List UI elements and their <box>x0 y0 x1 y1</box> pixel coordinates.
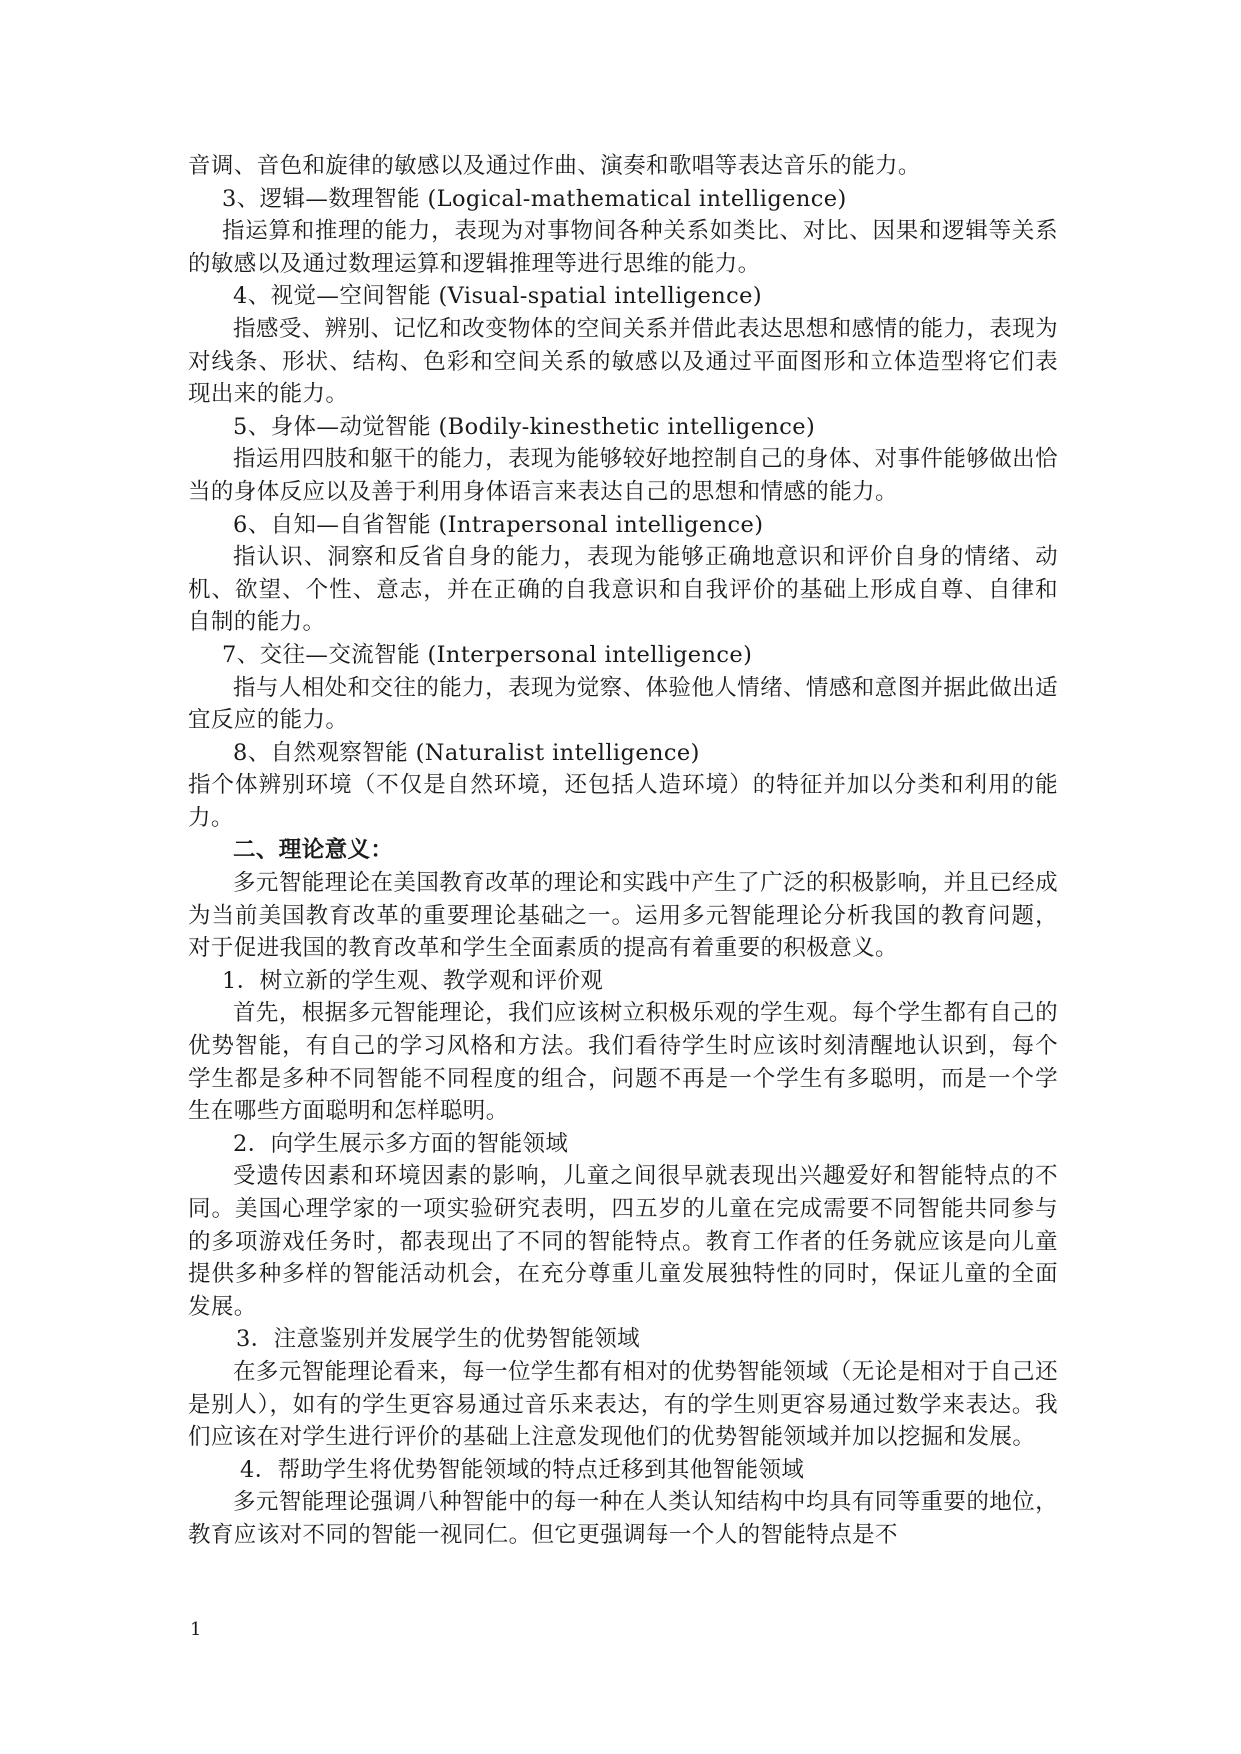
item-heading: 3、逻辑—数理智能 (Logical-mathematical intelligence) <box>222 185 847 212</box>
section-heading: 二、理论意义： <box>233 837 394 864</box>
item-heading: 5、身体—动觉智能 (Bodily-kinesthetic intelligence) <box>233 413 816 440</box>
body-paragraph: 指运用四肢和躯干的能力，表现为能够较好地控制自己的身体、对事件能够做出恰当的身体反应以及善于利用身体语言来表达自己的思想和情感的能力。 <box>188 446 1058 505</box>
item-heading: 7、交往—交流智能 (Interpersonal intelligence) <box>222 641 753 668</box>
body-paragraph: 多元智能理论在美国教育改革的理论和实践中产生了广泛的积极影响，并且已经成为当前美国教育改革的重要理论基础之一。运用多元智能理论分析我国的教育问题，对于促进我国的教育改革和学生全面素质的提高有着重要的积极意义。 <box>188 870 1058 962</box>
item-heading: 1．树立新的学生观、教学观和评价观 <box>222 967 604 994</box>
body-paragraph: 受遗传因素和环境因素的影响，儿童之间很早就表现出兴趣爱好和智能特点的不同。美国心理学家的一项实验研究表明，四五岁的儿童在完成需要不同智能共同参与的多项游戏任务时，都表现出了不同的智能特点。教育工作者的任务就应该是向儿童提供多种多样的智能活动机会，在充分尊重儿童发展独特性的同时，保证儿童的全面发展。 <box>188 1163 1058 1320</box>
item-heading: 6、自知—自省智能 (Intrapersonal intelligence) <box>233 511 764 538</box>
item-heading: 4、视觉—空间智能 (Visual-spatial intelligence) <box>233 283 763 310</box>
page-number: 1 <box>190 1619 202 1640</box>
item-heading: 3．注意鉴别并发展学生的优势智能领域 <box>236 1326 641 1353</box>
body-paragraph: 指与人相处和交往的能力，表现为觉察、体验他人情绪、情感和意图并据此做出适宜反应的能力。 <box>188 674 1058 734</box>
item-heading: 4．帮助学生将优势智能领域的特点迁移到其他智能领域 <box>240 1456 805 1483</box>
body-paragraph: 指个体辨别环境（不仅是自然环境，还包括人造环境）的特征并加以分类和利用的能力。 <box>188 772 1058 831</box>
body-paragraph: 指感受、辨别、记忆和改变物体的空间关系并借此表达思想和感情的能力，表现为对线条、形状、结构、色彩和空间关系的敏感以及通过平面图形和立体造型将它们表现出来的能力。 <box>188 315 1058 408</box>
body-paragraph: 多元智能理论强调八种智能中的每一种在人类认知结构中均具有同等重要的地位，教育应该对不同的智能一视同仁。但它更强调每一个人的智能特点是不 <box>188 1489 1058 1548</box>
item-heading: 8、自然观察智能 (Naturalist intelligence) <box>233 739 700 766</box>
page-body <box>188 150 1058 1552</box>
body-paragraph: 指认识、洞察和反省自身的能力，表现为能够正确地意识和评价自身的情绪、动机、欲望、个性、意志，并在正确的自我意识和自我评价的基础上形成自尊、自律和自制的能力。 <box>188 544 1058 636</box>
body-paragraph: 指运算和推理的能力，表现为对事物间各种关系如类比、对比、因果和逻辑等关系的敏感以及通过数理运算和逻辑推理等进行思维的能力。 <box>188 218 1058 277</box>
body-paragraph: 在多元智能理论看来，每一位学生都有相对的优势智能领域（无论是相对于自己还是别人），如有的学生更容易通过音乐来表达，有的学生则更容易通过数学来表达。我们应该在对学生进行评价的基础上注意发现他们的优势智能领域并加以挖掘和发展。 <box>188 1358 1058 1451</box>
body-paragraph: 首先，根据多元智能理论，我们应该树立积极乐观的学生观。每个学生都有自己的优势智能，有自己的学习风格和方法。我们看待学生时应该时刻清醒地认识到，每个学生都是多种不同智能不同程度的组合，问题不再是一个学生有多聪明，而是一个学生在哪些方面聪明和怎样聪明。 <box>188 1000 1058 1125</box>
body-paragraph: 音调、音色和旋律的敏感以及通过作曲、演奏和歌唱等表达音乐的能力。 <box>188 153 921 179</box>
item-heading: 2．向学生展示多方面的智能领域 <box>233 1130 569 1157</box>
